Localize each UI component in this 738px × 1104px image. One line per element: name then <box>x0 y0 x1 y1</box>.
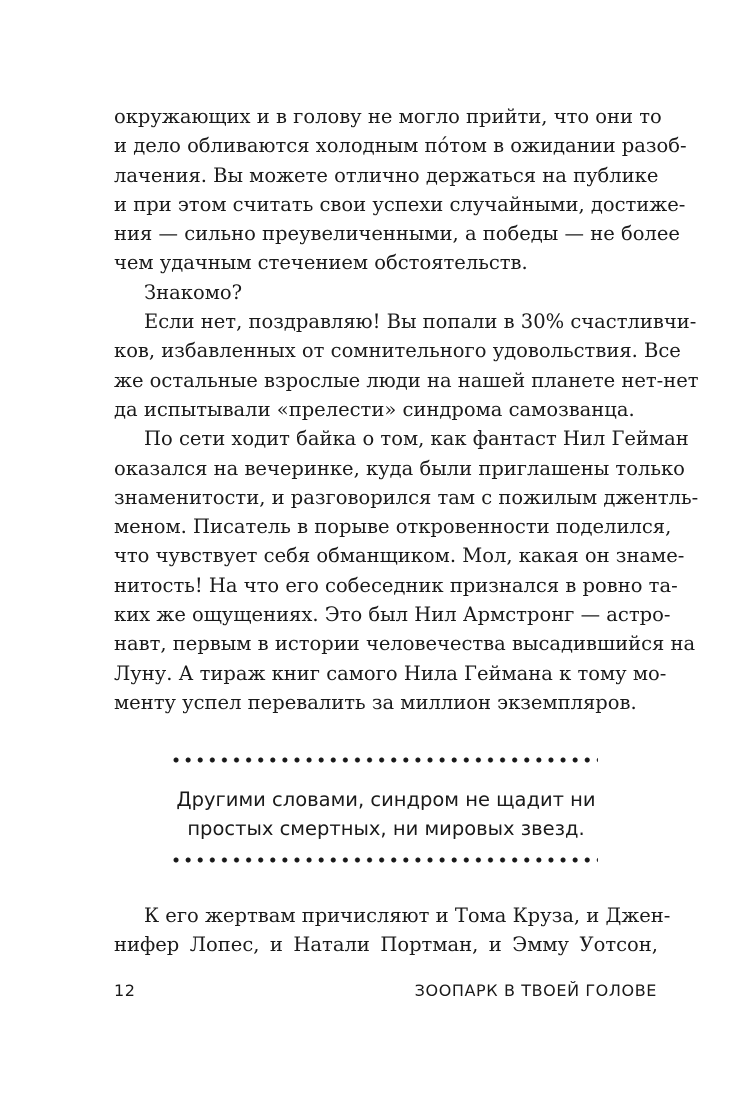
running-title: ЗООПАРК В ТВОЕЙ ГОЛОВЕ <box>414 981 657 1000</box>
text-line: окружающих и в голову не могло прийти, что они то <box>114 105 662 128</box>
continuation-text-block <box>114 901 671 960</box>
text-line: Луну. А тираж книг самого Нила Геймана к тому мо- <box>114 661 667 685</box>
text-line: и при этом считать свои успехи случайными, достиже- <box>114 192 686 216</box>
dotted-divider-top <box>170 757 598 763</box>
text-line: ков, избавленных от сомнительного удовольствия. Все <box>114 339 681 363</box>
text-line: Если нет, поздравляю! Вы попали в 30% счастливчи- <box>144 310 697 334</box>
page-number: 12 <box>114 981 136 1000</box>
text-line: что чувствует себя обманщиком. Мол, какая он знаме- <box>114 544 685 568</box>
dotted-divider-bottom <box>170 857 598 863</box>
text-line: меном. Писатель в порыве откровенности поделился, <box>114 515 672 539</box>
callout-line: Другими словами, синдром не щадит ни <box>176 788 596 811</box>
text-line: По сети ходит байка о том, как фантаст Нил Гейман <box>144 427 689 451</box>
text-line: нитость! На что его собеседник признался в ровно та- <box>114 573 678 597</box>
main-text-block <box>114 102 699 717</box>
callout-line: простых смертных, ни мировых звезд. <box>187 817 585 840</box>
text-line: знаменитости, и разговорился там с пожилым джентль- <box>114 485 699 509</box>
text-line: навт, первым в истории человечества высадившийся на <box>114 632 696 656</box>
text-line: Знакомо? <box>144 280 243 304</box>
text-line: лачения. Вы можете отлично держаться на публике <box>114 163 659 187</box>
text-line: ких же ощущениях. Это был Нил Армстронг — астро- <box>114 603 671 627</box>
text-line: ния — сильно преувеличенными, а победы — не более <box>114 222 680 246</box>
text-line: оказался на вечеринке, куда были приглашены только <box>114 456 685 480</box>
text-line: и дело обливаются холодным пóтом в ожидании разоб- <box>114 134 687 158</box>
text-line: К его жертвам причисляют и Тома Круза, и Джен- <box>144 904 671 927</box>
text-line: да испытывали «прелести» синдрома самозванца. <box>114 397 635 421</box>
text-line: менту успел перевалить за миллион экземпляров. <box>114 690 637 714</box>
text-line: же остальные взрослые люди на нашей планете нет-нет <box>114 368 699 392</box>
text-line: нифер Лопес, и Натали Портман, и Эмму Уотсон, <box>114 933 658 957</box>
text-line: чем удачным стечением обстоятельств. <box>114 251 528 275</box>
